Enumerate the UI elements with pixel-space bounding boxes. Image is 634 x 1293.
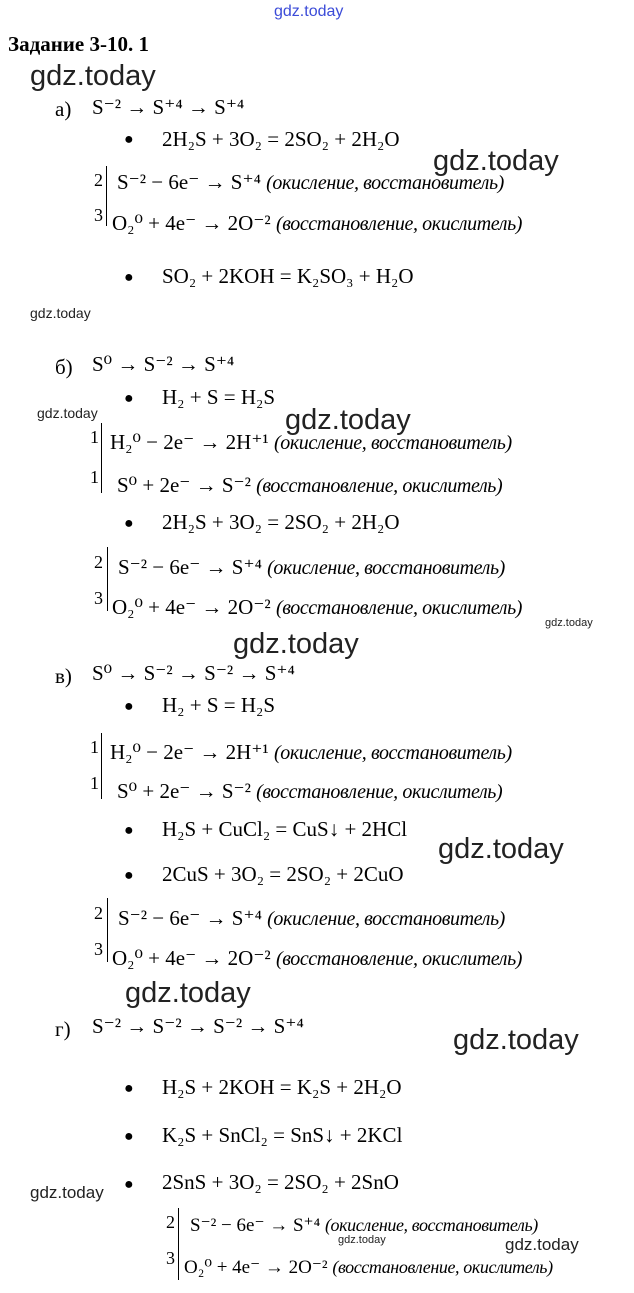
half-equation: H₂⁰ − 2e⁻ → 2H⁺¹ bbox=[110, 430, 269, 454]
half-description: (окисление, восстановитель) bbox=[324, 1215, 538, 1235]
bullet: ● bbox=[124, 822, 134, 839]
watermark: gdz.today bbox=[30, 60, 156, 92]
half-equation: O₂⁰ + 4e⁻ → 2O⁻² bbox=[112, 211, 271, 235]
half-equation: S⁻² − 6e⁻ → S⁺⁴ bbox=[190, 1215, 321, 1236]
half-reaction bbox=[112, 947, 522, 970]
half-description: (восстановление, окислитель) bbox=[275, 597, 523, 619]
transformation-chain: S⁰ → S⁻² → S⁺⁴ bbox=[92, 352, 235, 376]
watermark: gdz.today bbox=[37, 405, 98, 421]
reaction-equation: K₂S + SnCl₂ = SnS↓ + 2KCl bbox=[162, 1123, 403, 1147]
balance-coefficient: 1 bbox=[90, 467, 99, 487]
transformation-chain: S⁰ → S⁻² → S⁻² → S⁺⁴ bbox=[92, 661, 295, 685]
reaction-equation: H₂ + S = H₂S bbox=[162, 385, 276, 409]
half-reaction bbox=[117, 171, 504, 194]
bullet: ● bbox=[124, 269, 134, 286]
transformation-chain: S⁻² → S⁻² → S⁻² → S⁺⁴ bbox=[92, 1014, 304, 1038]
half-equation: S⁻² − 6e⁻ → S⁺⁴ bbox=[118, 555, 262, 579]
half-description: (восстановление, окислитель) bbox=[256, 475, 503, 497]
balance-bar bbox=[101, 733, 102, 799]
balance-coefficient: 2 bbox=[166, 1212, 175, 1232]
half-description: (восстановление, окислитель) bbox=[275, 948, 523, 970]
half-description: (восстановление, окислитель) bbox=[275, 213, 523, 235]
half-equation: S⁻² − 6e⁻ → S⁺⁴ bbox=[117, 170, 261, 194]
balance-coefficient: 1 bbox=[90, 773, 99, 793]
half-equation: S⁻² − 6e⁻ → S⁺⁴ bbox=[118, 906, 262, 930]
bullet: ● bbox=[124, 390, 134, 407]
balance-bar bbox=[178, 1208, 179, 1280]
half-equation: S⁰ + 2e⁻ → S⁻² bbox=[117, 473, 251, 497]
balance-coefficient: 3 bbox=[166, 1248, 175, 1268]
balance-coefficient: 2 bbox=[94, 170, 103, 190]
watermark: gdz.today bbox=[30, 305, 91, 321]
half-reaction bbox=[112, 212, 522, 235]
half-description: (окисление, восстановитель) bbox=[273, 432, 512, 454]
bullet: ● bbox=[124, 131, 134, 148]
half-equation: O₂⁰ + 4e⁻ → 2O⁻² bbox=[112, 595, 271, 619]
reaction-equation: H₂ + S = H₂S bbox=[162, 693, 276, 717]
watermark: gdz.today bbox=[433, 145, 559, 177]
task-title: Задание 3-10. 1 bbox=[8, 32, 149, 56]
watermark: gdz.today bbox=[338, 1234, 386, 1246]
half-reaction bbox=[112, 596, 522, 619]
reaction-equation: 2SnS + 3O₂ = 2SO₂ + 2SnO bbox=[162, 1170, 399, 1194]
reaction-equation: 2CuS + 3O₂ = 2SO₂ + 2CuO bbox=[162, 862, 404, 886]
watermark: gdz.today bbox=[233, 628, 359, 660]
balance-coefficient: 3 bbox=[94, 205, 103, 225]
half-description: (окисление, восстановитель) bbox=[273, 742, 512, 764]
bullet: ● bbox=[124, 1128, 134, 1145]
section-label: б) bbox=[55, 355, 73, 379]
balance-coefficient: 2 bbox=[94, 552, 103, 572]
watermark: gdz.today bbox=[453, 1024, 579, 1056]
half-equation: O₂⁰ + 4e⁻ → 2O⁻² bbox=[184, 1257, 328, 1278]
balance-coefficient: 2 bbox=[94, 903, 103, 923]
section-label: в) bbox=[55, 664, 72, 688]
reaction-equation: 2H₂S + 3O₂ = 2SO₂ + 2H₂O bbox=[162, 510, 400, 534]
balance-bar bbox=[107, 898, 108, 962]
watermark: gdz.today bbox=[125, 977, 251, 1009]
half-reaction bbox=[118, 907, 505, 930]
reaction-equation: SO₂ + 2KOH = K₂SO₃ + H₂O bbox=[162, 264, 414, 288]
reaction-equation: H₂S + 2KOH = K₂S + 2H₂O bbox=[162, 1075, 402, 1099]
half-description: (окисление, восстановитель) bbox=[267, 557, 505, 579]
half-equation: S⁰ + 2e⁻ → S⁻² bbox=[117, 779, 251, 803]
half-equation: O₂⁰ + 4e⁻ → 2O⁻² bbox=[112, 946, 271, 970]
transformation-chain: S⁻² → S⁺⁴ → S⁺⁴ bbox=[92, 95, 245, 119]
half-description: (окисление, восстановитель) bbox=[267, 908, 505, 930]
watermark: gdz.today bbox=[545, 617, 593, 629]
watermark: gdz.today bbox=[438, 833, 564, 865]
balance-coefficient: 1 bbox=[90, 737, 99, 757]
section-label: г) bbox=[55, 1017, 71, 1041]
balance-coefficient: 3 bbox=[94, 588, 103, 608]
half-description: (восстановление, окислитель) bbox=[332, 1257, 553, 1277]
half-description: (окисление, восстановитель) bbox=[266, 172, 504, 194]
bullet: ● bbox=[124, 698, 134, 715]
balance-coefficient: 3 bbox=[94, 939, 103, 959]
half-description: (восстановление, окислитель) bbox=[256, 781, 503, 803]
half-reaction bbox=[110, 741, 512, 764]
balance-bar bbox=[106, 166, 107, 226]
half-reaction bbox=[118, 556, 505, 579]
section-label: а) bbox=[55, 97, 72, 121]
watermark: gdz.today bbox=[505, 1235, 579, 1254]
balance-bar bbox=[107, 547, 108, 611]
watermark: gdz.today bbox=[30, 1183, 104, 1202]
bullet: ● bbox=[124, 1176, 134, 1193]
balance-bar bbox=[101, 423, 102, 493]
bullet: ● bbox=[124, 1080, 134, 1097]
half-equation: H₂⁰ − 2e⁻ → 2H⁺¹ bbox=[110, 740, 269, 764]
reaction-equation: H₂S + CuCl₂ = CuS↓ + 2HCl bbox=[162, 817, 408, 841]
half-reaction bbox=[110, 431, 512, 454]
balance-coefficient: 1 bbox=[90, 427, 99, 447]
watermark-top: gdz.today bbox=[274, 3, 344, 20]
half-reaction bbox=[184, 1256, 553, 1279]
half-reaction bbox=[117, 474, 502, 497]
reaction-equation: 2H₂S + 3O₂ = 2SO₂ + 2H₂O bbox=[162, 127, 400, 151]
half-reaction bbox=[190, 1214, 538, 1237]
watermark: gdz.today bbox=[285, 404, 411, 436]
bullet: ● bbox=[124, 515, 134, 532]
half-reaction bbox=[117, 780, 502, 803]
bullet: ● bbox=[124, 867, 134, 884]
